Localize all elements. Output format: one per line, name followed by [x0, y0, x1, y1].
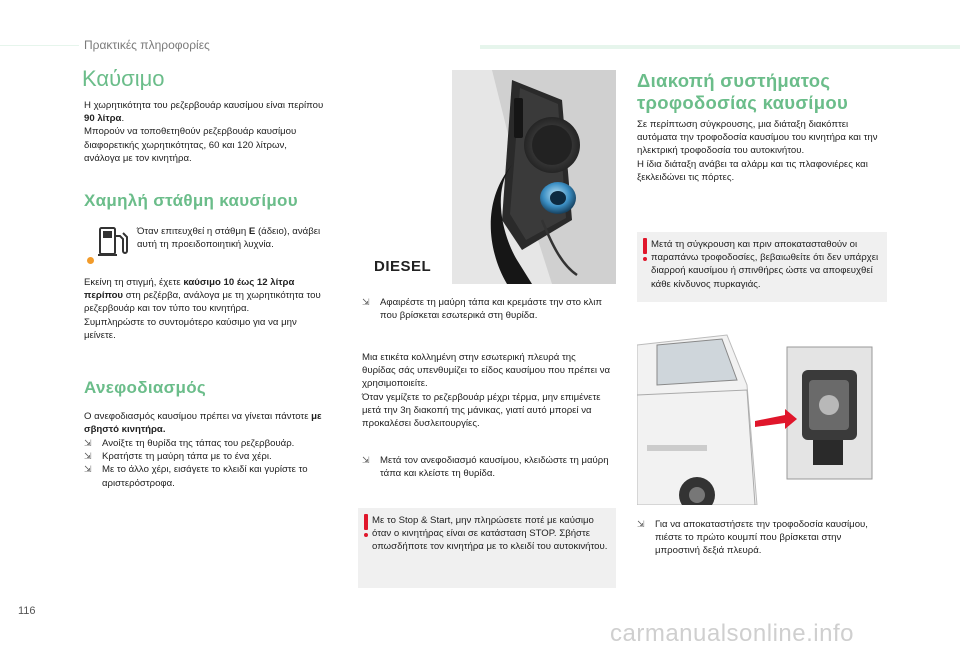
low-fuel-paragraph — [84, 276, 324, 342]
middle-step-1 — [362, 296, 612, 322]
diesel-label: DIESEL — [374, 258, 432, 275]
low-fuel-letter: E — [248, 226, 256, 237]
refuel-text: Ο ανεφοδιασμός καυσίμου πρέπει να γίνεται πάντοτε — [84, 411, 309, 422]
low-fuel-text — [137, 225, 327, 251]
low-fuel-text-b: (άδειο), ανάβει αυτή τη προειδοποιητική λυχνία. — [137, 226, 321, 251]
low-fuel-text-a: Όταν επιτευχθεί η στάθμη — [137, 226, 247, 237]
right-step — [637, 518, 887, 558]
low-fuel-p-b: στη ρεζέρβα, ανάλογα με τη χωρητικότητα του ρεζερβουάρ και τον τύπο του κινητήρα. — [84, 290, 321, 315]
fuel-pump-icon — [95, 224, 131, 258]
refuel-step-2: Κρατήστε τη μαύρη τάπα με το ένα χέρι. — [102, 451, 272, 463]
intro-capacity: 90 λίτρα — [84, 113, 122, 125]
list-item — [84, 463, 324, 489]
label-paragraph: Μια ετικέτα κολλημένη στην εσωτερική πλευρά της θυρίδας σάς υπενθυμίζει το είδος καυσίμου που πρέπει να χρησιμοποιείτε. — [362, 352, 611, 390]
refuel-step-1: Ανοίξτε τη θυρίδα της τάπας του ρεζερβουάρ. — [102, 438, 295, 449]
fuel-flap-photo — [362, 70, 616, 284]
arrow-icon: ⇲ — [637, 519, 645, 529]
arrow-icon: ⇲ — [84, 438, 92, 448]
arrow-icon: ⇲ — [362, 455, 370, 465]
arrow-icon: ⇲ — [84, 464, 92, 475]
close-flap-text: Μετά τον ανεφοδιασμό καυσίμου, κλειδώστε τη μαύρη τάπα και κλείστε τη θυρίδα. — [380, 455, 609, 480]
low-fuel-p-a: Εκείνη τη στιγμή, έχετε — [84, 277, 181, 288]
header-rule — [480, 45, 960, 49]
middle-step-2 — [362, 454, 612, 480]
refuel-step-3: Με το άλλο χέρι, εισάγετε το κλειδί και γυρίστε το αριστερόστροφα. — [102, 464, 308, 489]
section-label: Πρακτικές πληροφορίες — [84, 38, 210, 52]
warning-icon — [364, 514, 368, 530]
page-title: Καύσιμο — [82, 66, 165, 91]
refuel-heading: Ανεφοδιασμός — [84, 378, 207, 397]
restore-supply-text: Για να αποκαταστήσετε την τροφοδοσία καυσίμου, πιέστε το πρώτο κουμπί που βρίσκεται στην μπροστινή δεξιά πλευρά. — [655, 519, 868, 557]
intro-period: . — [121, 113, 125, 125]
page-number: 116 — [18, 605, 36, 617]
arrow-icon: ⇲ — [84, 451, 92, 462]
watermark: carmanualsonline.info — [610, 620, 854, 647]
arrow-icon: ⇲ — [362, 297, 370, 307]
hang-cap-text: Αφαιρέστε τη μαύρη τάπα και κρεμάστε την στο κλιπ που βρίσκεται εσωτερικά στη θυρίδα. — [380, 297, 602, 322]
warning-icon — [643, 238, 647, 254]
stop-start-warning — [358, 508, 616, 588]
collision-warning — [637, 232, 887, 302]
reserve-amount: καύσιμο 10 έως 12 λίτρα περίπου — [84, 277, 295, 302]
collision-warning-text: Μετά τη σύγκρουση και πριν αποκατασταθούν οι παραπάνω τροφοδοσίες, βεβαιωθείτε ότι δεν υπάρχει διαρροή καυσίμου ή σπινθήρες ώστε να αποφευχθεί κάθε κίνδυνος πυρκαγιάς. — [651, 239, 879, 290]
header-rule-left — [0, 45, 79, 46]
van-photo — [637, 325, 887, 505]
intro-paragraph — [84, 99, 324, 165]
intro-text-2: Μπορούν να τοποθετηθούν ρεζερβουάρ καυσίμου διαφορετικής χωρητικότητας, 60 και 120 λίτρων, ανάλογα με τον κινητήρα. — [84, 126, 297, 164]
list-item — [362, 454, 612, 480]
stop-start-warning-text: Με το Stop & Start, μην πληρώσετε ποτέ με καύσιμο όταν ο κινητήρας είναι σε κατάσταση STOP. Σβήστε οπωσδήποτε τον κινητήρα με το κλειδί του αυτοκινήτου. — [372, 515, 608, 553]
refuel-paragraph — [84, 410, 324, 436]
low-fuel-p-c: Συμπληρώστε το συντομότερο καύσιμο για να μην μείνετε. — [84, 316, 297, 341]
intro-text: Η χωρητικότητα του ρεζερβουάρ καυσίμου είναι περίπου — [84, 100, 324, 111]
list-item — [84, 437, 324, 450]
refuel-engine-off: με σβηστό κινητήρα. — [84, 411, 322, 436]
cutoff-paragraph-2: Η ίδια διάταξη ανάβει τα αλάρμ και τις πλαφονιέρες και ξεκλειδώνει τις πόρτες. — [637, 159, 868, 184]
refuel-steps — [84, 437, 324, 490]
list-item — [362, 296, 612, 322]
warning-icon-dot — [643, 257, 647, 261]
warning-icon-dot — [364, 533, 368, 537]
fill-limit-paragraph: Όταν γεμίζετε το ρεζερβουάρ μέχρι τέρμα, μην επιμένετε μετά την 3η διακοπή της μάνικας, γιατί αυτό μπορεί να προκαλέσει δυσλειτουργίες. — [362, 392, 601, 430]
list-item — [637, 518, 887, 558]
low-fuel-heading: Χαμηλή στάθμη καυσίμου — [84, 191, 298, 210]
warning-lamp-dot — [87, 257, 94, 264]
list-item — [84, 450, 324, 463]
fuel-cutoff-heading: Διακοπή συστήματος τροφοδοσίας καυσίμου — [637, 70, 849, 113]
cutoff-paragraph-1: Σε περίπτωση σύγκρουσης, μια διάταξη διακόπτει αυτόματα την τροφοδοσία καυσίμου του κινητήρα και την ηλεκτρική τροφοδοσία του αυτοκινήτου. — [637, 119, 878, 157]
